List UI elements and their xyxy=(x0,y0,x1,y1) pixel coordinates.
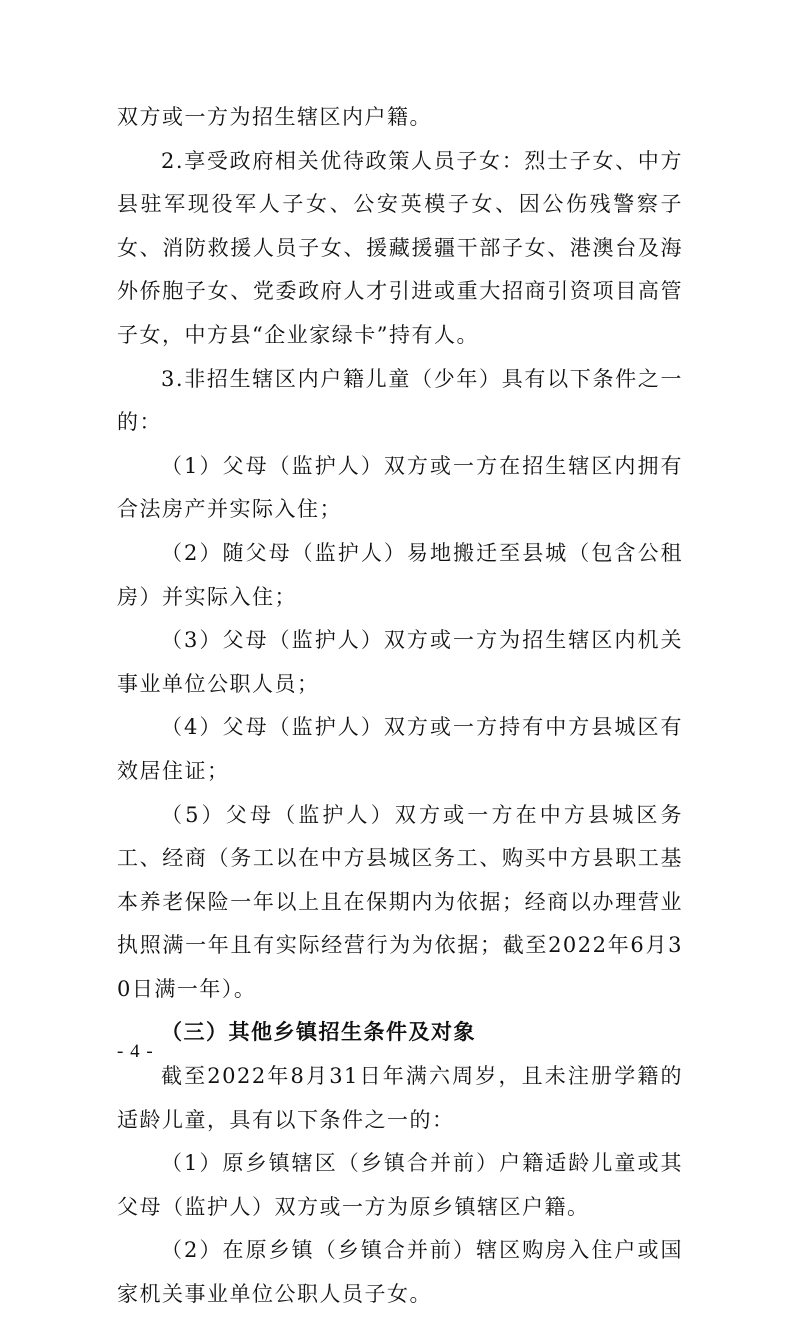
paragraph-item-2: 2.享受政府相关优待政策人员子女：烈士子女、中方县驻军现役军人子女、公安英模子女、因公伤残警察子女、消防救援人员子女、援藏援疆干部子女、港澳台及海外侨胞子女、党委政府人才引进或重大招商引资项目高管子女，中方县“企业家绿卡”持有人。 xyxy=(117,148,683,347)
paragraph-township-2: （2）在原乡镇（乡镇合并前）辖区购房入住户或国家机关事业单位公职人员子女。 xyxy=(117,1238,683,1307)
body-text xyxy=(117,96,683,1317)
paragraph-item-3: 3.非招生辖区内户籍儿童（少年）具有以下条件之一的： xyxy=(117,366,683,435)
paragraph-township-1: （1）原乡镇辖区（乡镇合并前）户籍适龄儿童或其父母（监护人）双方或一方为原乡镇辖区户籍。 xyxy=(117,1151,683,1219)
paragraph-age-requirement: 截至2022年8月31日年满六周岁，且未注册学籍的适龄儿童，具有以下条件之一的： xyxy=(117,1064,683,1132)
page-number: - 4 - xyxy=(117,1041,154,1062)
paragraph-subitem-2: （2）随父母（监护人）易地搬迁至县城（包含公租房）并实际入住； xyxy=(117,540,683,609)
paragraph-subitem-3: （3）父母（监护人）双方或一方为招生辖区内机关事业单位公职人员； xyxy=(117,628,683,696)
section-heading: （三）其他乡镇招生条件及对象 xyxy=(161,1020,476,1045)
paragraph-continuation: 双方或一方为招生辖区内户籍。 xyxy=(117,105,432,129)
paragraph-subitem-1: （1）父母（监护人）双方或一方在招生辖区内拥有合法房产并实际入住； xyxy=(117,453,683,522)
paragraph-subitem-5: （5）父母（监护人）双方或一方在中方县城区务工、经商（务工以在中方县城区务工、购买中方县职工基本养老保险一年以上且在保期内为依据；经商以办理营业执照满一年且有实际经营行为为依据；截至2022年6月30日满一年）。 xyxy=(117,802,683,1001)
paragraph-subitem-4: （4）父母（监护人）双方或一方持有中方县城区有效居住证； xyxy=(117,715,683,783)
